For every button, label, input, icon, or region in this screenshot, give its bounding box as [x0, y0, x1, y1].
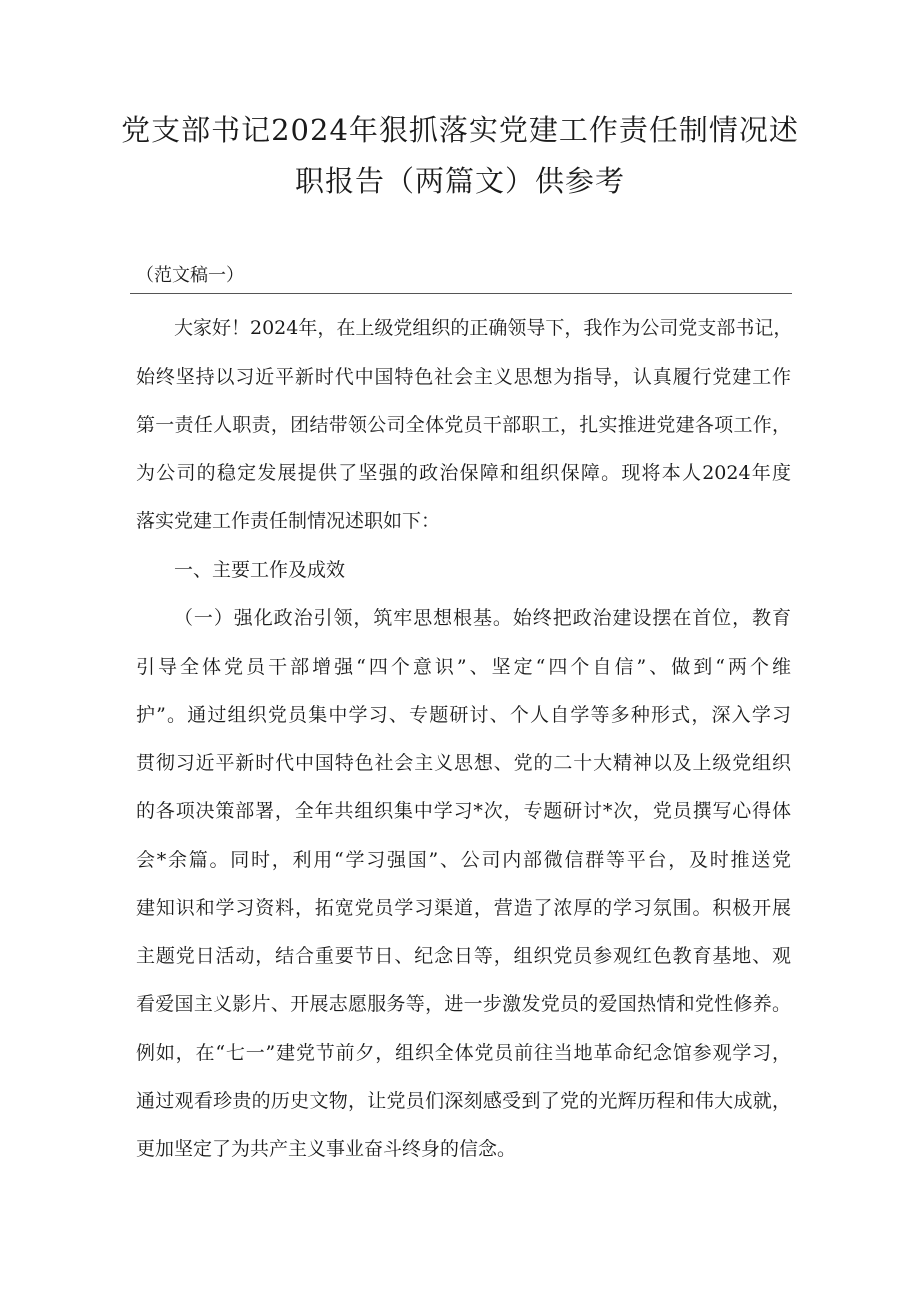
section-heading: 一、主要工作及成效: [174, 559, 346, 581]
header-divider: [130, 293, 792, 294]
document-title-line-1: 党支部书记2024年狠抓落实党建工作责任制情况述: [121, 113, 799, 147]
paragraph-1-line-4: 为公司的稳定发展提供了坚强的政治保障和组织保障。现将本人2024年度: [136, 462, 791, 484]
paragraph-3-line-3: 护”。通过组织党员集中学习、专题研讨、个人自学等多种形式，深入学习: [136, 704, 791, 726]
paragraph-3-line-1: （一）强化政治引领，筑牢思想根基。始终把政治建设摆在首位，教育: [174, 607, 791, 629]
paragraph-3-line-12: 更加坚定了为共产主义事业奋斗终身的信念。: [136, 1138, 517, 1160]
paragraph-3-line-9: 看爱国主义影片、开展志愿服务等，进一步激发党员的爱国热情和党性修养。: [136, 993, 791, 1015]
paragraph-1-line-2: 始终坚持以习近平新时代中国特色社会主义思想为指导，认真履行党建工作: [136, 366, 791, 388]
paragraph-3-line-6: 会*余篇。同时，利用“学习强国”、公司内部微信群等平台，及时推送党: [136, 849, 791, 871]
draft-label: （范文稿一）: [136, 265, 244, 286]
paragraph-3-line-10: 例如，在“七一”建党节前夕，组织全体党员前往当地革命纪念馆参观学习，: [136, 1042, 791, 1064]
paragraph-3-line-4: 贯彻习近平新时代中国特色社会主义思想、党的二十大精神以及上级党组织: [136, 752, 791, 774]
paragraph-3-line-2: 引导全体党员干部增强“四个意识”、坚定“四个自信”、做到“两个维: [136, 656, 791, 678]
paragraph-1-line-5: 落实党建工作责任制情况述职如下：: [136, 510, 441, 532]
paragraph-1-line-1: 大家好！2024年，在上级党组织的正确领导下，我作为公司党支部书记，: [174, 317, 793, 339]
paragraph-3-line-8: 主题党日活动，结合重要节日、纪念日等，组织党员参观红色教育基地、观: [136, 945, 791, 967]
document-title-line-2: 职报告（两篇文）供参考: [294, 164, 625, 198]
paragraph-3-line-7: 建知识和学习资料，拓宽党员学习渠道，营造了浓厚的学习氛围。积极开展: [136, 897, 791, 919]
paragraph-3-line-11: 通过观看珍贵的历史文物，让党员们深刻感受到了党的光辉历程和伟大成就，: [136, 1090, 791, 1112]
paragraph-1-line-3: 第一责任人职责，团结带领公司全体党员干部职工，扎实推进党建各项工作，: [136, 414, 791, 436]
paragraph-3-line-5: 的各项决策部署，全年共组织集中学习*次，专题研讨*次，党员撰写心得体: [136, 800, 791, 822]
